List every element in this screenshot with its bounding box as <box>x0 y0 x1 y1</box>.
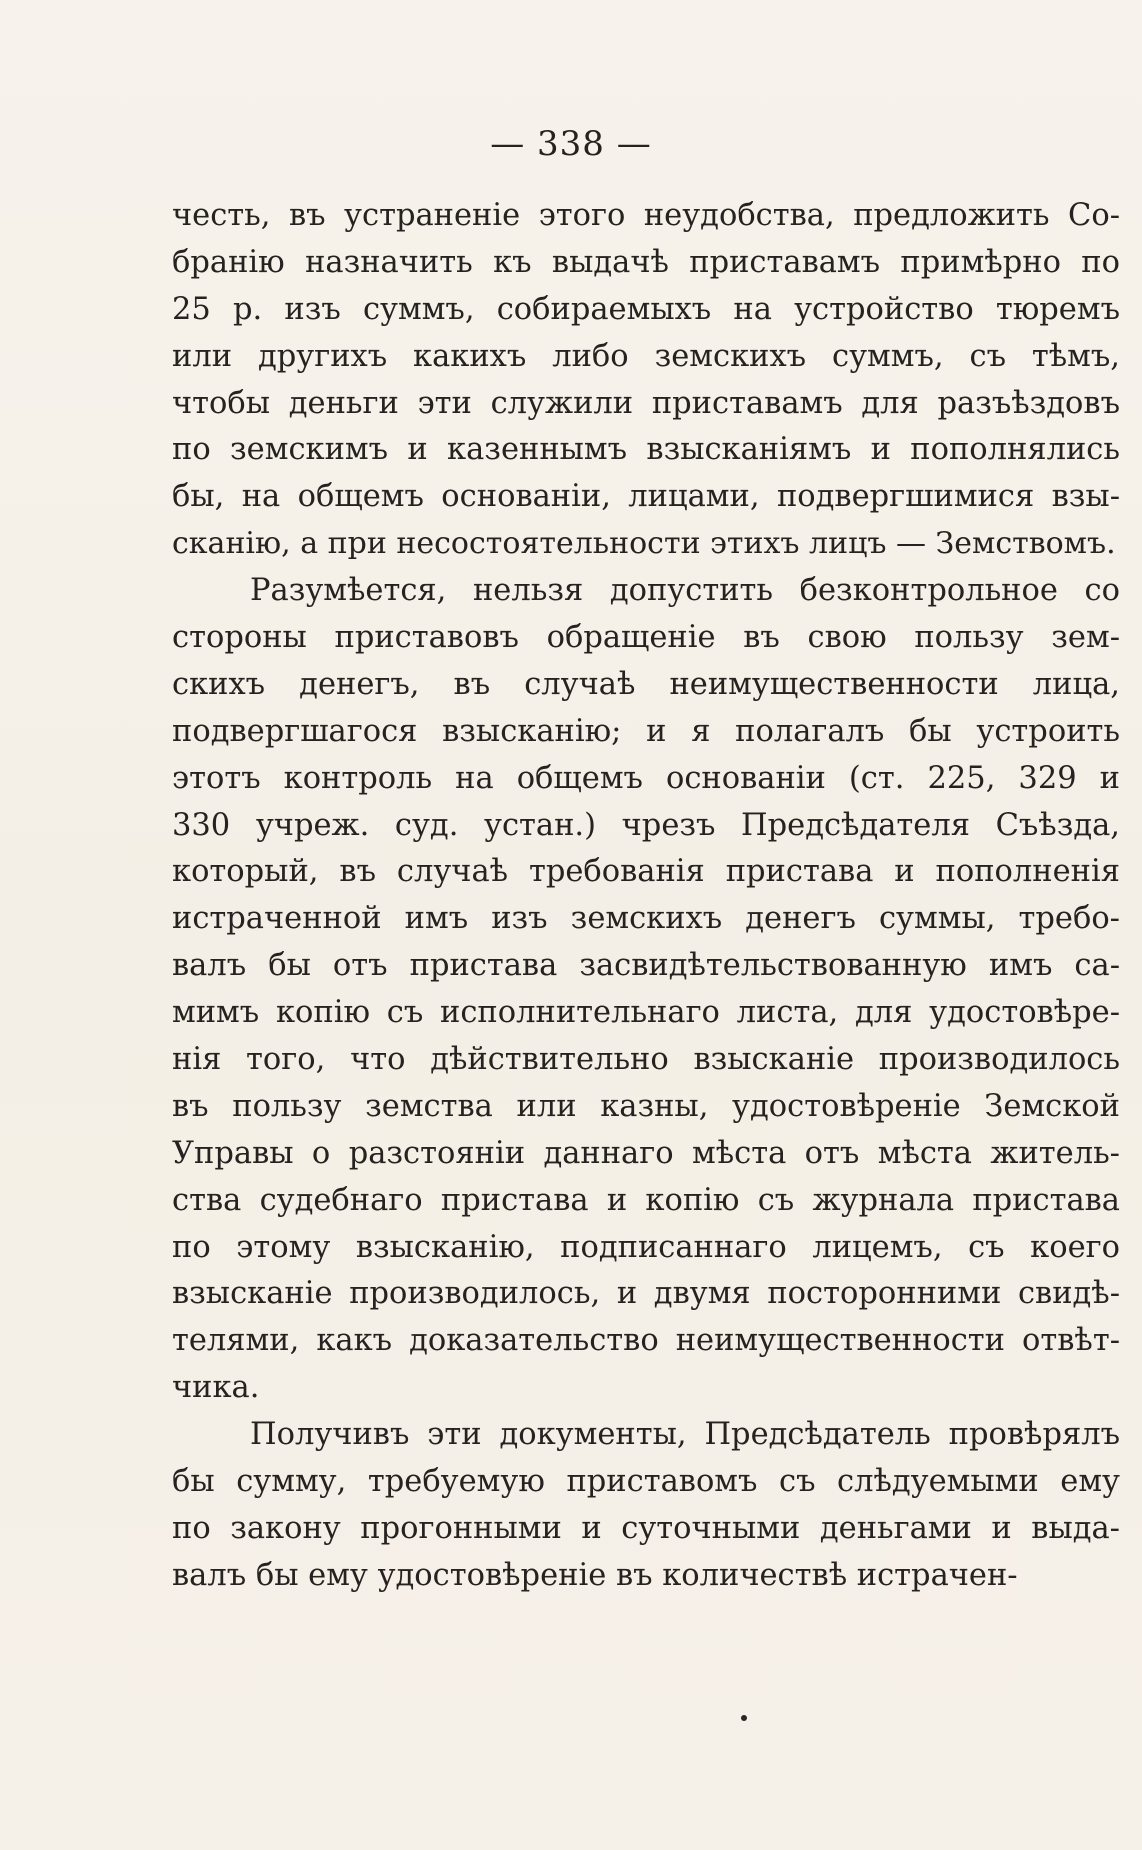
text-line: въ пользу земства или казны, удостовѣреніе Земской <box>172 1088 1120 1124</box>
text-line: который, въ случаѣ требованія пристава и пополненія <box>172 854 1120 890</box>
text-line: этотъ контроль на общемъ основаніи (ст. 225, 329 и <box>172 760 1120 796</box>
text-line: истраченной имъ изъ земскихъ денегъ суммы, требо- <box>172 901 1120 937</box>
text-line: чика. <box>172 1370 260 1406</box>
paragraph <box>172 1412 1120 1600</box>
text-line: стороны приставовъ обращеніе въ свою пользу зем- <box>172 620 1120 656</box>
text-line: сканію, а при несостоятельности этихъ лицъ — Земствомъ. <box>172 526 1116 562</box>
text-line: по закону прогонными и суточными деньгами и выда- <box>172 1510 1120 1546</box>
text-line: честь, въ устраненіе этого неудобства, предложить Со- <box>172 198 1120 233</box>
text-line: Получивъ эти документы, Предсѣдатель провѣрялъ <box>250 1417 1120 1453</box>
text-line: бы, на общемъ основаніи, лицами, подвергшимися взы- <box>172 479 1120 515</box>
text-line: мимъ копію съ исполнительнаго листа, для удостовѣре- <box>172 995 1120 1031</box>
text-line: чтобы деньги эти служили приставамъ для разъѣздовъ <box>172 385 1120 421</box>
text-line: бы сумму, требуемую приставомъ съ слѣдуемыми ему <box>172 1464 1120 1500</box>
paragraph <box>172 568 1120 1412</box>
text-line: по этому взысканію, подписаннаго лицемъ, съ коего <box>172 1229 1120 1265</box>
ink-speck <box>741 1715 747 1721</box>
paragraphs <box>172 193 1120 1600</box>
page-number: — 338 — <box>490 124 652 164</box>
text-line: валъ бы ему удостовѣреніе въ количествѣ истрачен- <box>172 1557 1018 1593</box>
text-line: нія того, что дѣйствительно взысканіе производилось <box>172 1042 1120 1078</box>
text-line: подвергшагося взысканію; и я полагалъ бы устроить <box>172 713 1120 749</box>
text-line: по земскимъ и казеннымъ взысканіямъ и пополнялись <box>172 432 1120 468</box>
text-line: взысканіе производилось, и двумя посторонними свидѣ- <box>172 1276 1120 1312</box>
text-line: скихъ денегъ, въ случаѣ неимущественности лица, <box>172 666 1120 702</box>
paragraph <box>172 193 1120 568</box>
text-line: 25 р. изъ суммъ, собираемыхъ на устройство тюремъ <box>172 291 1120 327</box>
text-line: Управы о разстояніи даннаго мѣста отъ мѣста житель- <box>172 1135 1120 1171</box>
text-line: 330 учреж. суд. устан.) чрезъ Предсѣдателя Съѣзда, <box>172 807 1120 843</box>
text-line: валъ бы отъ пристава засвидѣтельствованную имъ са- <box>172 948 1120 984</box>
body-text <box>172 193 1120 1600</box>
text-line: Разумѣется, нельзя допустить безконтрольное со <box>250 573 1120 609</box>
text-line: ства судебнаго пристава и копію съ журнала пристава <box>172 1182 1120 1218</box>
text-line: телями, какъ доказательство неимущественности отвѣт- <box>172 1323 1120 1359</box>
text-line: бранію назначить къ выдачѣ приставамъ примѣрно по <box>172 244 1120 280</box>
text-line: или другихъ какихъ либо земскихъ суммъ, съ тѣмъ, <box>172 338 1120 374</box>
